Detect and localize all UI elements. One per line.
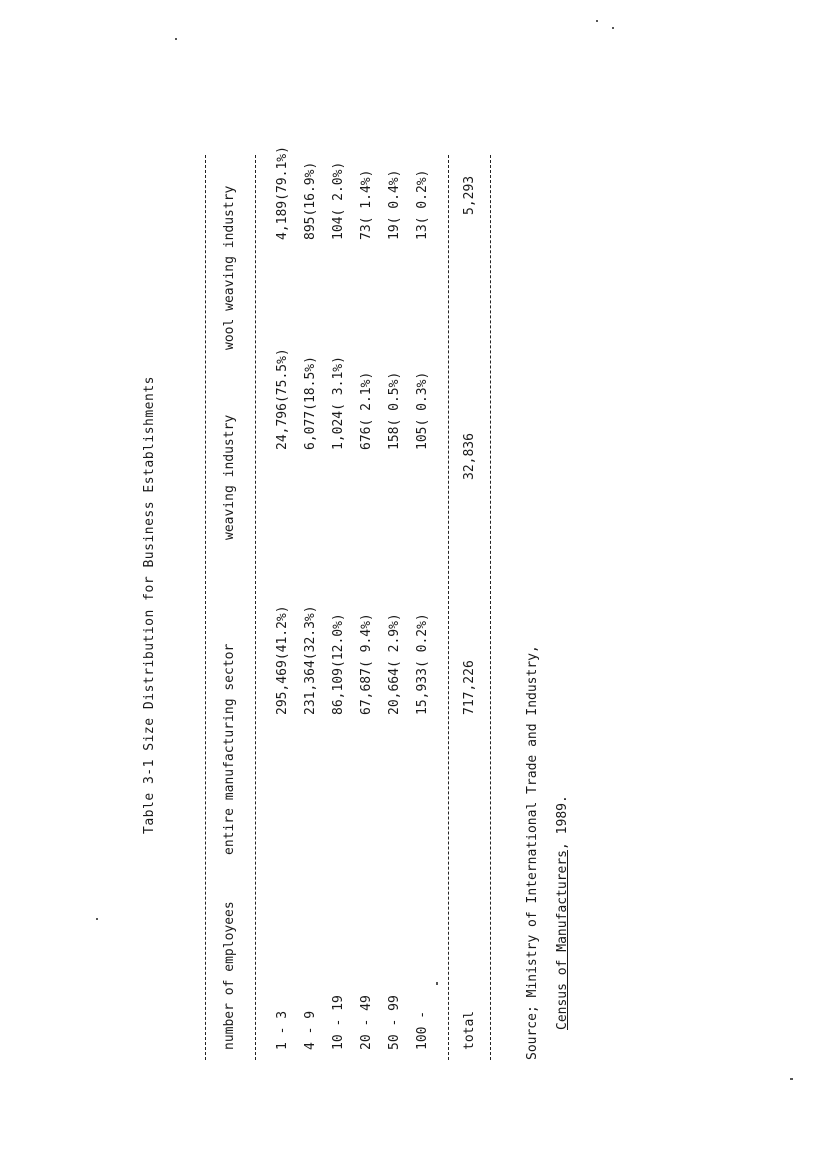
table-title: Table 3-1 Size Distribution for Business Establishments xyxy=(142,376,157,834)
scan-speck xyxy=(596,20,598,22)
cell-entire: 295,469(41.2%) xyxy=(275,605,290,715)
row-label: 1 - 3 xyxy=(275,1010,290,1050)
cell-entire: 15,933( 0.2%) xyxy=(415,613,430,715)
row-label: 20 - 49 xyxy=(359,995,374,1050)
total-label: total xyxy=(462,1010,477,1050)
cell-weaving: 6,077(18.5%) xyxy=(303,356,318,450)
top-rule xyxy=(205,155,206,1060)
cell-wool: 104( 2.0%) xyxy=(331,161,346,240)
total-wool: 5,293 xyxy=(462,175,477,215)
cell-entire: 20,664( 2.9%) xyxy=(387,613,402,715)
scan-speck xyxy=(790,1078,793,1080)
header-weaving: weaving industry xyxy=(222,414,237,540)
source-publication-title: Census of Manufacturers xyxy=(555,849,570,1030)
total-entire: 717,226 xyxy=(462,660,477,715)
row-label: 10 - 19 xyxy=(331,995,346,1050)
source-year: , 1989. xyxy=(555,795,570,850)
rotated-document-page xyxy=(130,130,590,1080)
row-label: 100 - xyxy=(415,1010,430,1050)
bottom-rule xyxy=(490,155,491,1060)
header-wool-weaving: wool weaving industry xyxy=(222,185,237,350)
scan-speck xyxy=(612,27,614,29)
cell-weaving: 105( 0.3%) xyxy=(415,371,430,450)
cell-weaving: 24,796(75.5%) xyxy=(275,348,290,450)
cell-entire: 67,687( 9.4%) xyxy=(359,613,374,715)
source-line-2 xyxy=(555,795,570,1030)
cell-wool: 13( 0.2%) xyxy=(415,169,430,240)
row-label: 4 - 9 xyxy=(303,1010,318,1050)
header-entire-manufacturing: entire manufacturing sector xyxy=(222,643,237,855)
total-top-rule xyxy=(448,155,449,1060)
scan-speck xyxy=(175,38,177,40)
row-label: 50 - 99 xyxy=(387,995,402,1050)
cell-weaving: 676( 2.1%) xyxy=(359,371,374,450)
cell-entire: 231,364(32.3%) xyxy=(303,605,318,715)
cell-wool: 4,189(79.1%) xyxy=(275,146,290,240)
source-line-1: Source; Ministry of International Trade and Industry, xyxy=(525,645,540,1060)
cell-wool: 73( 1.4%) xyxy=(359,169,374,240)
scan-speck xyxy=(96,918,98,920)
scan-speck xyxy=(436,982,438,985)
cell-weaving: 158( 0.5%) xyxy=(387,371,402,450)
cell-weaving: 1,024( 3.1%) xyxy=(331,356,346,450)
cell-wool: 895(16.9%) xyxy=(303,161,318,240)
total-weaving: 32,836 xyxy=(462,433,477,480)
cell-wool: 19( 0.4%) xyxy=(387,169,402,240)
cell-entire: 86,109(12.0%) xyxy=(331,613,346,715)
header-rule xyxy=(255,155,256,1060)
header-employees: number of employees xyxy=(222,901,237,1050)
